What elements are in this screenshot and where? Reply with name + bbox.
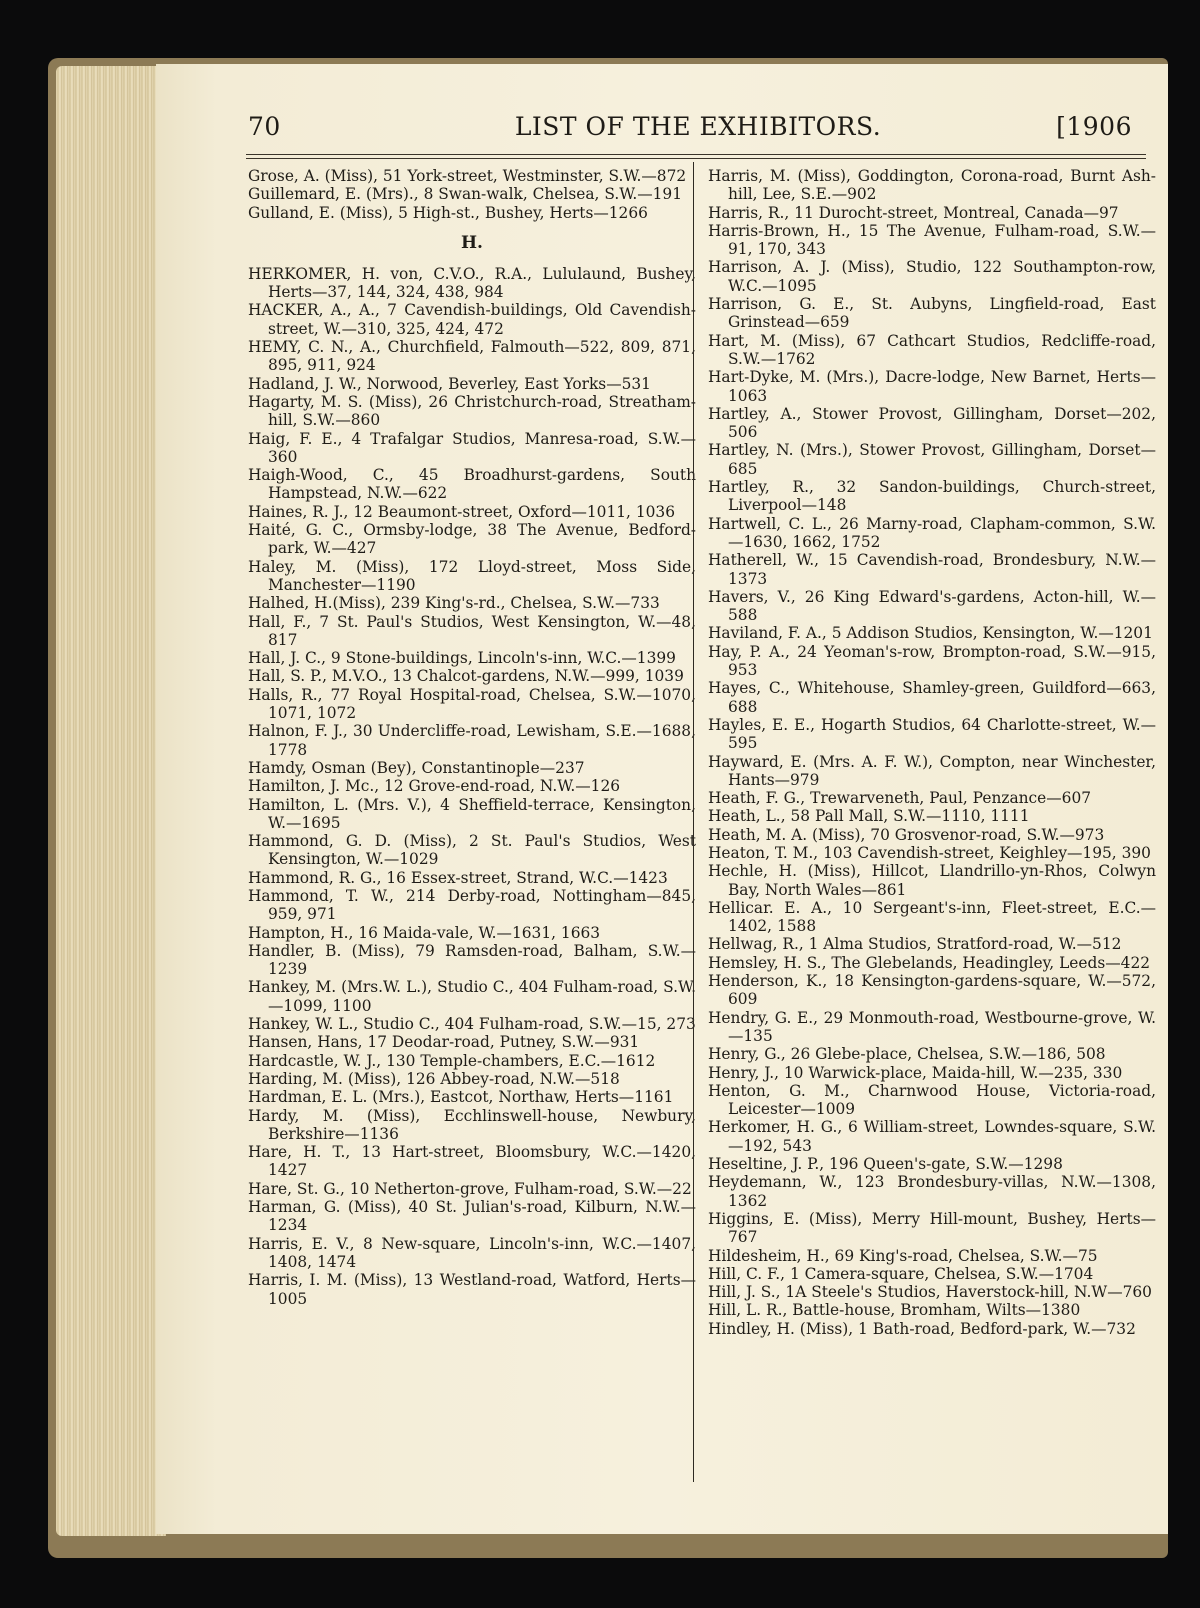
- exhibitor-entry: Hartley, A., Stower Provost, Gillingham, Dorset—202, 506: [708, 404, 1156, 442]
- exhibitor-entry: Harris, R., 11 Durocht-street, Montreal, Canada—97: [708, 203, 1119, 222]
- exhibitor-entry: Henderson, K., 18 Kensington-gardens-square, W.—572, 609: [708, 972, 1156, 1009]
- exhibitor-entry: Hill, J. S., 1A Steele's Studios, Haverstock-hill, N.W—760: [708, 1283, 1152, 1302]
- exhibitor-entry: Hill, L. R., Battle-house, Bromham, Wilts—1380: [708, 1301, 1081, 1320]
- exhibitor-entry: Haigh-Wood, C., 45 Broadhurst-gardens, South Hampstead, N.W.—622: [248, 466, 696, 503]
- exhibitor-entry: Halls, R., 77 Royal Hospital-road, Chelsea, S.W.—1070, 1071, 1072: [248, 685, 696, 723]
- page-edges: [56, 66, 166, 1536]
- exhibitor-entry: Hardman, E. L. (Mrs.), Eastcot, Northaw, Herts—1161: [248, 1088, 674, 1107]
- exhibitor-entry: Hayward, E. (Mrs. A. F. W.), Compton, near Winchester, Hants—979: [708, 752, 1156, 789]
- left-entry-list: [248, 265, 696, 1308]
- exhibitor-entry: Heath, F. G., Trewarveneth, Paul, Penzance—607: [708, 789, 1092, 808]
- exhibitor-entry: Hartley, N. (Mrs.), Stower Provost, Gillingham, Dorset—685: [708, 441, 1156, 478]
- exhibitor-entry: Heaton, T. M., 103 Cavendish-street, Keighley—195, 390: [708, 843, 1151, 862]
- section-letter: H.: [461, 232, 483, 253]
- exhibitor-entry: Hare, St. G., 10 Netherton-grove, Fulham-road, S.W.—22: [248, 1179, 692, 1198]
- exhibitor-entry: Hankey, W. L., Studio C., 404 Fulham-road, S.W.—15, 273: [248, 1015, 696, 1034]
- page-number: 70: [248, 112, 281, 141]
- exhibitor-entry: Hamilton, J. Mc., 12 Grove-end-road, N.W.—126: [248, 777, 621, 796]
- exhibitor-entry: Hamilton, L. (Mrs. V.), 4 Sheffield-terrace, Kensington, W.—1695: [248, 795, 696, 832]
- right-entry-list: [708, 167, 1156, 1338]
- exhibitor-entry: Hechle, H. (Miss), Hillcot, Llandrillo-yn-Rhos, Colwyn Bay, North Wales—861: [708, 862, 1156, 899]
- exhibitor-entry: Halhed, H.(Miss), 239 King's-rd., Chelsea, S.W.—733: [248, 594, 660, 613]
- exhibitor-entry: Hardy, M. (Miss), Ecchlinswell-house, Newbury, Berkshire—1136: [248, 1106, 696, 1143]
- exhibitor-entry: Hart-Dyke, M. (Mrs.), Dacre-lodge, New Barnet, Herts—1063: [708, 368, 1156, 405]
- exhibitor-entry: Hampton, H., 16 Maida-vale, W.—1631, 1663: [248, 923, 601, 942]
- left-top-entries: [248, 167, 696, 222]
- page-header: [248, 112, 1148, 148]
- exhibitor-entry: Harding, M. (Miss), 126 Abbey-road, N.W.—518: [248, 1069, 620, 1088]
- exhibitor-entry: Harrison, G. E., St. Aubyns, Lingfield-road, East Grinstead—659: [708, 295, 1156, 332]
- right-column: [708, 167, 1156, 1338]
- exhibitor-entry: Hall, S. P., M.V.O., 13 Chalcot-gardens, N.W.—999, 1039: [248, 667, 684, 686]
- exhibitor-entry: Hansen, Hans, 17 Deodar-road, Putney, S.W.—931: [248, 1033, 640, 1052]
- exhibitor-entry: HERKOMER, H. von, C.V.O., R.A., Lululaund, Bushey, Herts—37, 144, 324, 438, 984: [248, 264, 696, 302]
- exhibitor-entry: Harris-Brown, H., 15 The Avenue, Fulham-road, S.W.—91, 170, 343: [708, 221, 1156, 259]
- exhibitor-entry: Henry, G., 26 Glebe-place, Chelsea, S.W.—186, 508: [708, 1045, 1106, 1064]
- exhibitor-entry: Hartley, R., 32 Sandon-buildings, Church-street, Liverpool—148: [708, 478, 1156, 515]
- exhibitor-entry: Heath, L., 58 Pall Mall, S.W.—1110, 1111: [708, 807, 1030, 826]
- header-rule-secondary: [246, 158, 1146, 159]
- exhibitor-entry: Hendry, G. E., 29 Monmouth-road, Westbourne-grove, W.—135: [708, 1008, 1156, 1045]
- page: [156, 64, 1168, 1534]
- exhibitor-entry: Herkomer, H. G., 6 William-street, Lowndes-square, S.W.—192, 543: [708, 1118, 1156, 1155]
- exhibitor-entry: Hayes, C., Whitehouse, Shamley-green, Guildford—663, 688: [708, 679, 1156, 716]
- header-rule: [246, 154, 1146, 155]
- exhibitor-entry: Hayles, E. E., Hogarth Studios, 64 Charlotte-street, W.—595: [708, 715, 1156, 753]
- exhibitor-entry: Heydemann, W., 123 Brondesbury-villas, N.W.—1308, 1362: [708, 1173, 1156, 1210]
- exhibitor-entry: Hatherell, W., 15 Cavendish-road, Brondesbury, N.W.—1373: [708, 551, 1156, 588]
- exhibitor-entry: Hay, P. A., 24 Yeoman's-row, Brompton-road, S.W.—915, 953: [708, 642, 1156, 680]
- exhibitor-entry: Hammond, T. W., 214 Derby-road, Nottingham—845, 959, 971: [248, 886, 696, 924]
- exhibitor-entry: Hammond, G. D. (Miss), 2 St. Paul's Studios, West Kensington, W.—1029: [248, 832, 696, 869]
- exhibitor-entry: Hildesheim, H., 69 King's-road, Chelsea, S.W.—75: [708, 1246, 1098, 1265]
- exhibitor-entry: Hankey, M. (Mrs.W. L.), Studio C., 404 Fulham-road, S.W.—1099, 1100: [248, 978, 696, 1015]
- exhibitor-entry: Hall, J. C., 9 Stone-buildings, Lincoln's-inn, W.C.—1399: [248, 649, 676, 668]
- exhibitor-entry: HACKER, A., A., 7 Cavendish-buildings, Old Cavendish-street, W.—310, 325, 424, 472: [248, 301, 696, 338]
- exhibitor-entry: Halnon, F. J., 30 Undercliffe-road, Lewisham, S.E.—1688, 1778: [248, 722, 696, 759]
- exhibitor-entry: Hellwag, R., 1 Alma Studios, Stratford-road, W.—512: [708, 935, 1122, 954]
- page-title: LIST OF THE EXHIBITORS.: [514, 112, 882, 141]
- exhibitor-entry: Hammond, R. G., 16 Essex-street, Strand, W.C.—1423: [248, 868, 668, 887]
- exhibitor-entry: Hellicar. E. A., 10 Sergeant's-inn, Fleet-street, E.C.—1402, 1588: [708, 898, 1156, 936]
- exhibitor-entry: Havers, V., 26 King Edward's-gardens, Acton-hill, W.—588: [708, 587, 1156, 625]
- exhibitor-entry: Grose, A. (Miss), 51 York-street, Westminster, S.W.—872: [248, 167, 687, 185]
- left-column: [248, 167, 696, 1308]
- exhibitor-entry: Harrison, A. J. (Miss), Studio, 122 Southampton-row, W.C.—1095: [708, 258, 1156, 295]
- exhibitor-entry: Hindley, H. (Miss), 1 Bath-road, Bedford-park, W.—732: [708, 1319, 1136, 1338]
- exhibitor-entry: Hart, M. (Miss), 67 Cathcart Studios, Redcliffe-road, S.W.—1762: [708, 331, 1156, 368]
- exhibitor-entry: Hemsley, H. S., The Glebelands, Headingley, Leeds—422: [708, 953, 1151, 972]
- year-label: [1906: [1056, 112, 1132, 141]
- exhibitor-entry: Harman, G. (Miss), 40 St. Julian's-road, Kilburn, N.W.—1234: [248, 1198, 696, 1235]
- exhibitor-entry: Haines, R. J., 12 Beaumont-street, Oxford—1011, 1036: [248, 502, 675, 521]
- exhibitor-entry: Haley, M. (Miss), 172 Lloyd-street, Moss Side, Manchester—1190: [248, 557, 696, 594]
- exhibitor-entry: Handler, B. (Miss), 79 Ramsden-road, Balham, S.W.—1239: [248, 941, 696, 979]
- exhibitor-entry: Harris, E. V., 8 New-square, Lincoln's-inn, W.C.—1407, 1408, 1474: [248, 1234, 696, 1271]
- exhibitor-entry: Henry, J., 10 Warwick-place, Maida-hill, W.—235, 330: [708, 1063, 1123, 1082]
- exhibitor-entry: Harris, I. M. (Miss), 13 Westland-road, Watford, Herts—1005: [248, 1271, 696, 1308]
- exhibitor-entry: Hill, C. F., 1 Camera-square, Chelsea, S.W.—1704: [708, 1264, 1094, 1283]
- exhibitor-entry: Heseltine, J. P., 196 Queen's-gate, S.W.—1298: [708, 1155, 1063, 1174]
- exhibitor-entry: Hamdy, Osman (Bey), Constantinople—237: [248, 758, 585, 777]
- exhibitor-entry: Haité, G. C., Ormsby-lodge, 38 The Avenue, Bedford-park, W.—427: [248, 521, 696, 558]
- exhibitor-entry: Heath, M. A. (Miss), 70 Grosvenor-road, S.W.—973: [708, 825, 1105, 844]
- exhibitor-entry: Haviland, F. A., 5 Addison Studios, Kensington, W.—1201: [708, 624, 1153, 643]
- exhibitor-entry: Hartwell, C. L., 26 Marny-road, Clapham-common, S.W.—1630, 1662, 1752: [708, 514, 1156, 551]
- exhibitor-entry: Hagarty, M. S. (Miss), 26 Christchurch-road, Streatham-hill, S.W.—860: [248, 392, 696, 430]
- exhibitor-entry: Henton, G. M., Charnwood House, Victoria-road, Leicester—1009: [708, 1081, 1156, 1119]
- exhibitor-entry: Guillemard, E. (Mrs)., 8 Swan-walk, Chelsea, S.W.—191: [248, 185, 682, 204]
- exhibitor-entry: HEMY, C. N., A., Churchfield, Falmouth—522, 809, 871, 895, 911, 924: [248, 338, 696, 375]
- exhibitor-entry: Gulland, E. (Miss), 5 High-st., Bushey, Herts—1266: [248, 203, 648, 222]
- exhibitor-entry: Hadland, J. W., Norwood, Beverley, East Yorks—531: [248, 374, 651, 393]
- column-divider: [693, 162, 694, 1482]
- exhibitor-entry: Hare, H. T., 13 Hart-street, Bloomsbury, W.C.—1420, 1427: [248, 1143, 696, 1180]
- exhibitor-entry: Harris, M. (Miss), Goddington, Corona-road, Burnt Ash-hill, Lee, S.E.—902: [708, 167, 1156, 204]
- exhibitor-entry: Higgins, E. (Miss), Merry Hill-mount, Bushey, Herts—767: [708, 1209, 1156, 1247]
- exhibitor-entry: Haig, F. E., 4 Trafalgar Studios, Manresa-road, S.W.—360: [248, 429, 696, 466]
- exhibitor-entry: Hardcastle, W. J., 130 Temple-chambers, E.C.—1612: [248, 1051, 656, 1070]
- exhibitor-entry: Hall, F., 7 St. Paul's Studios, West Kensington, W.—48, 817: [248, 612, 696, 649]
